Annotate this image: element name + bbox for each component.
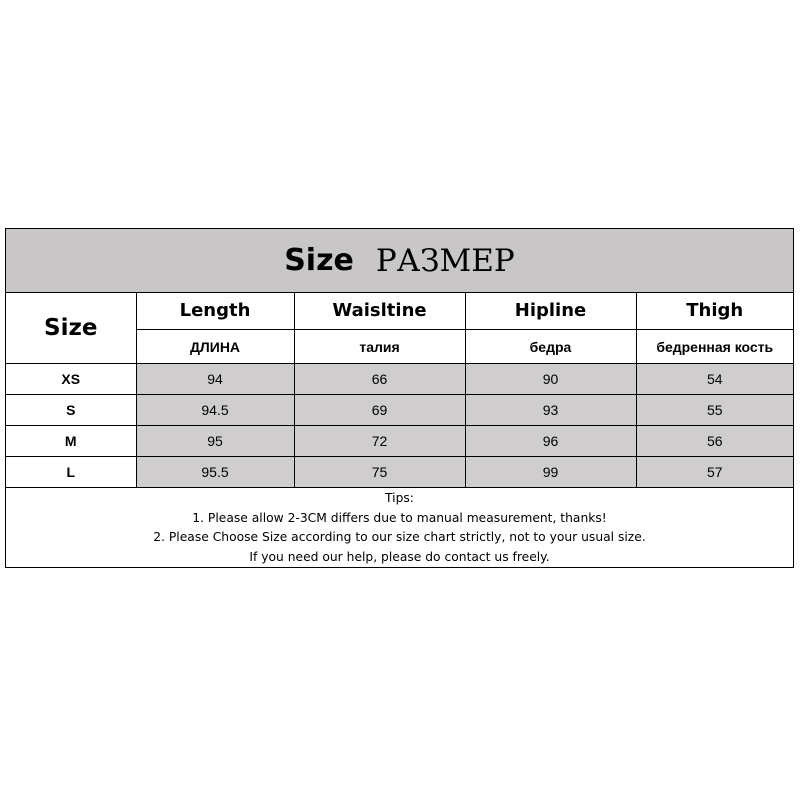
hipline-value: 93: [465, 395, 636, 426]
tip-line: If you need our help, please do contact us freely.: [249, 549, 550, 564]
thigh-value: 56: [636, 426, 793, 457]
hipline-value: 99: [465, 457, 636, 488]
column-header-waistline: Waisltine: [294, 292, 465, 330]
title-russian: РАЗМЕР: [375, 242, 515, 279]
thigh-value: 55: [636, 395, 793, 426]
column-subheader-thigh: бедренная кость: [636, 330, 793, 364]
hipline-value: 90: [465, 364, 636, 395]
hipline-value: 96: [465, 426, 636, 457]
title-english: Size: [284, 243, 354, 278]
thigh-value: 54: [636, 364, 793, 395]
size-label: S: [6, 395, 136, 426]
size-label: XS: [6, 364, 136, 395]
tips-section: [6, 488, 793, 567]
waistline-value: 66: [294, 364, 465, 395]
length-value: 94: [136, 364, 294, 395]
length-value: 95: [136, 426, 294, 457]
thigh-value: 57: [636, 457, 793, 488]
column-header-hipline: Hipline: [465, 292, 636, 330]
size-label: L: [6, 457, 136, 488]
column-header-thigh: Thigh: [636, 292, 793, 330]
length-value: 95.5: [136, 457, 294, 488]
tip-line: 2. Please Choose Size according to our size chart strictly, not to your usual size.: [153, 530, 646, 544]
waistline-value: 69: [294, 395, 465, 426]
size-chart: [5, 228, 794, 568]
waistline-value: 72: [294, 426, 465, 457]
size-column-header: Size: [6, 292, 136, 364]
table-row: [6, 364, 793, 395]
table-row: [6, 457, 793, 488]
table-row: [6, 395, 793, 426]
header-row-english: [6, 292, 793, 330]
column-subheader-waistline: талия: [294, 330, 465, 364]
column-subheader-length: ДЛИНА: [136, 330, 294, 364]
tips-heading: Tips:: [385, 491, 414, 505]
waistline-value: 75: [294, 457, 465, 488]
size-label: M: [6, 426, 136, 457]
column-subheader-hipline: бедра: [465, 330, 636, 364]
column-header-length: Length: [136, 292, 294, 330]
title-bar: [6, 229, 793, 293]
size-table: [6, 292, 793, 488]
length-value: 94.5: [136, 395, 294, 426]
tip-line: 1. Please allow 2-3CM differs due to manual measurement, thanks!: [192, 510, 607, 525]
table-row: [6, 426, 793, 457]
